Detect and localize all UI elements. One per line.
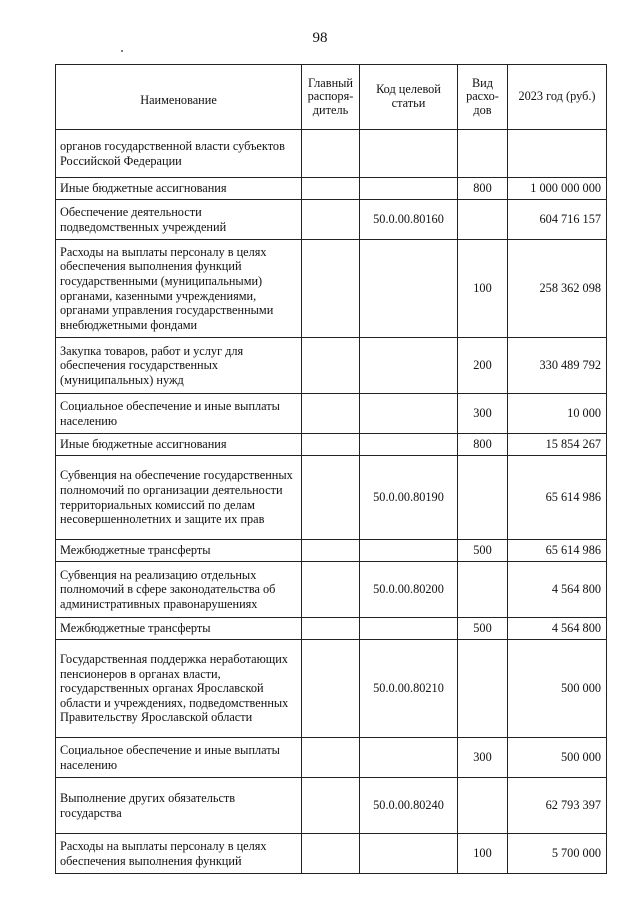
row-amount: 500 000 [508, 738, 607, 778]
row-kind: 500 [458, 618, 508, 640]
row-admin [302, 640, 360, 738]
table-row [56, 738, 607, 778]
row-code [360, 178, 458, 200]
page-number: 98 [312, 30, 328, 46]
row-admin [302, 434, 360, 456]
row-admin [302, 456, 360, 540]
row-admin [302, 200, 360, 240]
row-amount: 604 716 157 [508, 200, 607, 240]
row-kind: 100 [458, 240, 508, 338]
header-name: Наименование [56, 65, 302, 130]
row-amount: 65 614 986 [508, 540, 607, 562]
row-kind [458, 130, 508, 178]
row-admin [302, 130, 360, 178]
row-amount [508, 130, 607, 178]
row-name: Иные бюджетные ассигнования [56, 178, 302, 200]
row-kind: 800 [458, 434, 508, 456]
row-name: Закупка товаров, работ и услуг для обеспечения государственных (муниципальных) нужд [56, 338, 302, 394]
header-admin: Главный распоря-дитель [302, 65, 360, 130]
row-amount: 500 000 [508, 640, 607, 738]
header-amount: 2023 год (руб.) [508, 65, 607, 130]
row-code [360, 834, 458, 874]
row-admin [302, 540, 360, 562]
row-name: Межбюджетные трансферты [56, 540, 302, 562]
row-name: Выполнение других обязательств государства [56, 778, 302, 834]
header-kind: Вид расхо-дов [458, 65, 508, 130]
scan-speck [121, 50, 123, 52]
row-amount: 15 854 267 [508, 434, 607, 456]
table-row [56, 240, 607, 338]
row-code: 50.0.00.80200 [360, 562, 458, 618]
row-code [360, 240, 458, 338]
row-name: Расходы на выплаты персоналу в целях обеспечения выполнения функций государственными (муниципальными) органами, казенными учреждениями, органами управления государственными внебюджетными фондами [56, 240, 302, 338]
table-row [56, 456, 607, 540]
row-code [360, 540, 458, 562]
row-code [360, 434, 458, 456]
row-name: Иные бюджетные ассигнования [56, 434, 302, 456]
row-kind [458, 562, 508, 618]
row-admin [302, 240, 360, 338]
row-amount: 62 793 397 [508, 778, 607, 834]
row-admin [302, 178, 360, 200]
row-name: Расходы на выплаты персоналу в целях обеспечения выполнения функций [56, 834, 302, 874]
row-amount: 4 564 800 [508, 618, 607, 640]
row-code: 50.0.00.80240 [360, 778, 458, 834]
row-name: Обеспечение деятельности подведомственных учреждений [56, 200, 302, 240]
row-amount: 5 700 000 [508, 834, 607, 874]
row-amount: 1 000 000 000 [508, 178, 607, 200]
row-code: 50.0.00.80160 [360, 200, 458, 240]
row-code [360, 618, 458, 640]
row-name: Субвенция на обеспечение государственных полномочий по организации деятельности территориальных комиссий по делам несовершеннолетних и защите их прав [56, 456, 302, 540]
table-row [56, 130, 607, 178]
table-row [56, 200, 607, 240]
row-amount: 330 489 792 [508, 338, 607, 394]
row-code [360, 738, 458, 778]
table-row [56, 640, 607, 738]
row-code: 50.0.00.80190 [360, 456, 458, 540]
row-amount: 65 614 986 [508, 456, 607, 540]
row-code: 50.0.00.80210 [360, 640, 458, 738]
table-row [56, 338, 607, 394]
row-admin [302, 338, 360, 394]
row-name: органов государственной власти субъектов Российской Федерации [56, 130, 302, 178]
budget-table [55, 64, 607, 874]
row-admin [302, 394, 360, 434]
table-row [56, 394, 607, 434]
row-kind: 100 [458, 834, 508, 874]
row-code [360, 338, 458, 394]
row-amount: 4 564 800 [508, 562, 607, 618]
row-name: Социальное обеспечение и иные выплаты населению [56, 394, 302, 434]
row-name: Социальное обеспечение и иные выплаты населению [56, 738, 302, 778]
row-code [360, 394, 458, 434]
row-code [360, 130, 458, 178]
row-kind [458, 456, 508, 540]
row-amount: 258 362 098 [508, 240, 607, 338]
row-kind: 300 [458, 738, 508, 778]
row-kind: 800 [458, 178, 508, 200]
row-name: Государственная поддержка неработающих пенсионеров в органах власти, государственных органах Ярославской области и учреждениях, подведомственных Правительству Ярославской области [56, 640, 302, 738]
row-kind: 300 [458, 394, 508, 434]
row-kind: 500 [458, 540, 508, 562]
table-row [56, 778, 607, 834]
row-admin [302, 562, 360, 618]
row-kind [458, 200, 508, 240]
row-admin [302, 738, 360, 778]
table-row [56, 434, 607, 456]
row-admin [302, 834, 360, 874]
row-name: Субвенция на реализацию отдельных полномочий в сфере законодательства об административных правонарушениях [56, 562, 302, 618]
table-header [56, 65, 607, 130]
row-name: Межбюджетные трансферты [56, 618, 302, 640]
row-admin [302, 778, 360, 834]
row-kind [458, 640, 508, 738]
table-row [56, 834, 607, 874]
table-row [56, 562, 607, 618]
table-row [56, 540, 607, 562]
table-row [56, 178, 607, 200]
row-kind: 200 [458, 338, 508, 394]
row-amount: 10 000 [508, 394, 607, 434]
row-admin [302, 618, 360, 640]
header-code: Код целевой статьи [360, 65, 458, 130]
table-body [56, 130, 607, 874]
header-row [56, 65, 607, 130]
row-kind [458, 778, 508, 834]
table-row [56, 618, 607, 640]
